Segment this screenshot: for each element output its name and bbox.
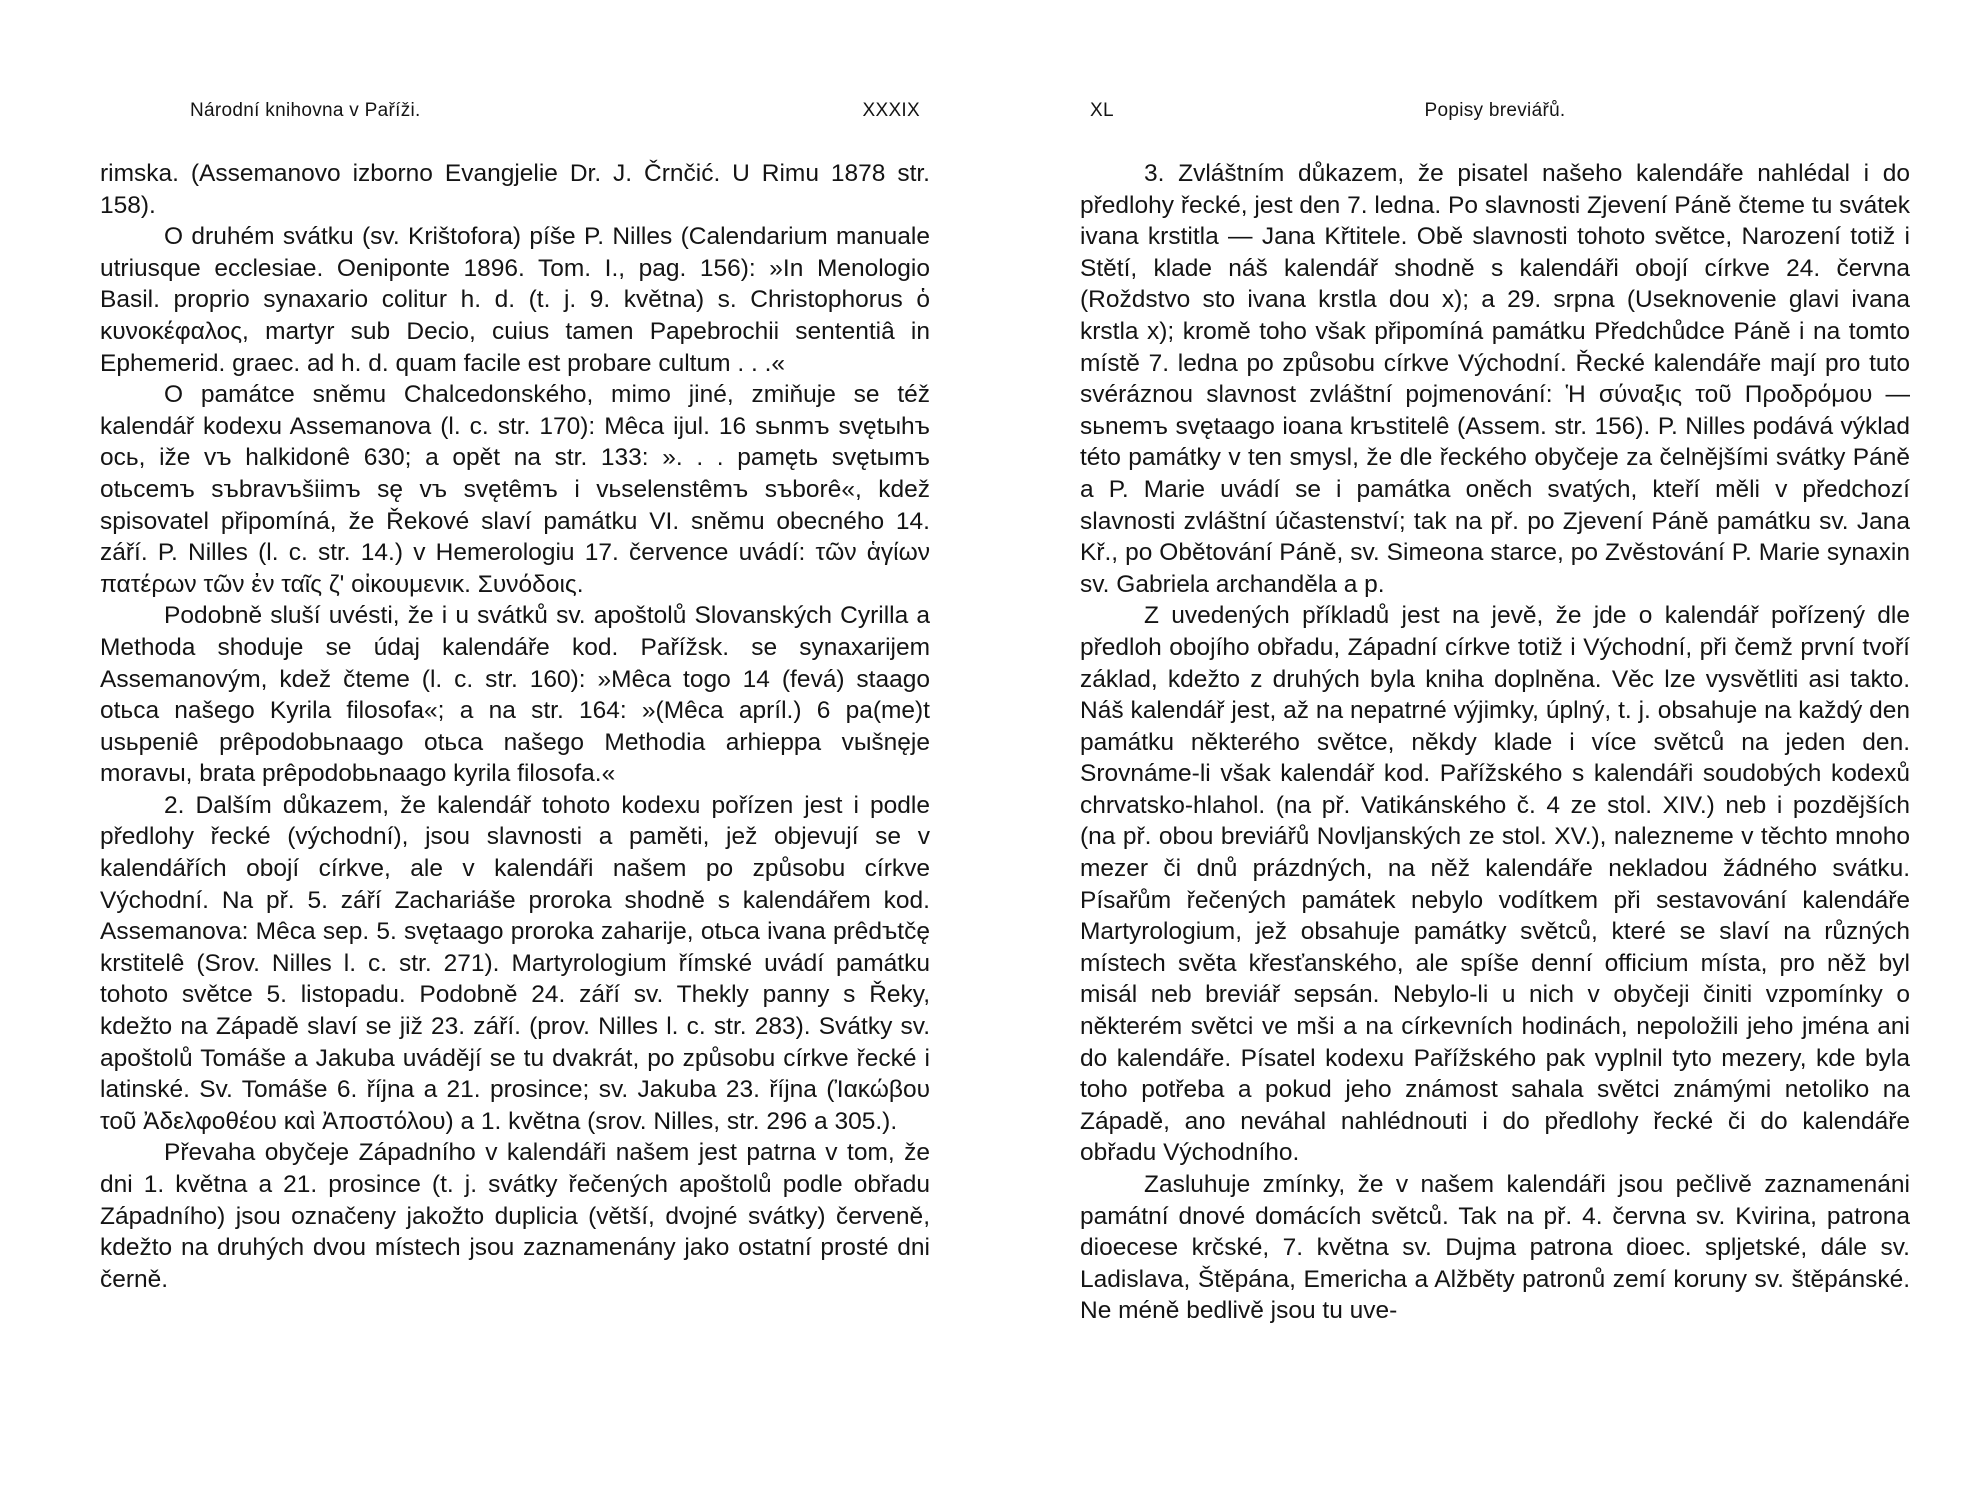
paragraph: 2. Dalším důkazem, že kalendář tohoto kodexu pořízen jest i podle předlohy řecké (východní), jsou slavnosti a paměti, jež objevují se v kalendářích obojí církve, ale v kalendáři našem po způsobu církve Východní. Na př. 5. září Zachariáše proroka shodně s kalendářem kod. Assemanova: Mêca sep. 5. svętaago proroka zaharije, otьca ivana prêdъtčę krstitelê (Srov. Nilles l. c. str. 271). Martyrologium římské uvádí památku tohoto světce 5. listopadu. Podobně 24. září sv. Thekly panny s Řeky, kdežto na Západě slaví se již 23. září. (prov. Nilles l. c. str. 283). Svátky sv. apoštolů Tomáše a Jakuba uvádějí se tu dvakrát, po způsobu církve řecké i latinské. Sv. Tomáše 6. října a 21. prosince; sv. Jakuba 23. října (Ἰακώβου τοῦ Ἀδελφοθέου καὶ Ἀποστόλου) a 1. května (srov. Nilles, str. 296 a 305.). [100, 791, 930, 1135]
paragraph: 3. Zvláštním důkazem, že pisatel našeho kalendáře nahlédal i do předlohy řecké, jest den 7. ledna. Po slavnosti Zjevení Páně čteme tu svátek ivana krstitla — Jana Křtitele. Obě slavnosti tohoto světce, Narození totiž i Stětí, klade náš kalendář shodně s kalendáři obojí církve 24. června (Roždstvo sto ivana krstla dou x); a 29. srpna (Useknovenie glavi ivana krstla x); kromě toho však připomíná památku Předchůdce Páně i na tomto místě 7. ledna po způsobu církve Východní. Řecké kalendáře mají pro tuto svéráznou slavnost zvláštní pojmenování: Ἡ σύναξις τοῦ Προδρόμου — sьnemъ svętaago ioana krъstitelê (Assem. str. 156). P. Nilles podává výklad této památky v ten smysl, že dle řeckého obyčeje za čelnějšími svátky Páně a P. Marie uvádí se i památka oněch svatých, kteří měli v předchozí slavnosti zvláštní účastenství; tak na př. po Zjevení Páně památku sv. Jana Kř., po Obětování Páně, sv. Simeona starce, po Zvěstování P. Marie synaxin sv. Gabriela archanděla a p. [1080, 160, 1910, 598]
paragraph: O památce sněmu Chalcedonského, mimo jiné, zmiňuje se též kalendář kodexu Assemanova (l. c. str. 170): Mêca ijul. 16 sьnmъ svętыhъ ocь, iže vъ halkidonê 630; a opět na str. 133: ». . . pamętь svętыmъ otьcemъ sъbravъšiimъ sę vъ svętêmъ i vьselenstêmъ sъborê«, kdež spisovatel připomíná, že Řekové slaví památku VI. sněmu obecného 14. září. P. Nilles (l. c. str. 14.) v Hemerologiu 17. července uvádí: τῶν ἁγίων πατέρων τῶν ἐν ταῖς ζʹ οἰκουμενικ. Συνόδοις. [100, 381, 930, 598]
right-page-text [1080, 158, 1910, 1327]
left-page-text [100, 158, 930, 1295]
paragraph: O druhém svátku (sv. Krištofora) píše P. Nilles (Calendarium manuale utriusque ecclesiae. Oeniponte 1896. Tom. I., pag. 156): »In Menologio Basil. proprio synaxario colitur h. d. (t. j. 9. května) s. Christophorus ὁ κυνοκέφαλος, martyr sub Decio, cuius tamen Papebrochii sententiâ in Ephemerid. graec. ad h. d. quam facile est probare cultum . . .« [100, 223, 930, 377]
left-page-number: XXXIX [862, 100, 920, 121]
paragraph: Z uvedených příkladů jest na jevě, že jde o kalendář pořízený dle předloh obojího obřadu, Západní církve totiž i Východní, při čemž první tvoří základ, kdežto z druhých byla kniha doplněna. Věc lze vysvětliti asi takto. Náš kalendář jest, až na nepatrné výjimky, úplný, t. j. obsahuje na každý den památku některého světce, někdy klade i více světců na jeden den. Srovnáme-li však kalendář kod. Pařížského s kalendáři soudobých kodexů chrvatsko-hlahol. (na př. Vatikánského č. 4 ze stol. XIV.) neb i pozdějších (na př. obou breviářů Novljanských ze stol. XV.), nalezneme v těchto mnoho mezer či dnů prázdných, na něž kalendáře nekladou žádného svátku. Písařům řečených památek nebylo vodítkem při sestavování kalendáře Martyrologium, jež obsahuje památky světců, které se slaví na různých místech světa křesťanského, ale spíše denní officium místa, pro něž byl misál neb breviář sepsán. Nebylo-li u nich v obyčeji činiti vzpomínky o některém světci ve mši a na církevních hodinách, nepoložili jeho jména ani do kalendáře. Písatel kodexu Pařížského pak vyplnil tyto mezery, kde byla toho potřeba a pokud jeho známost sahala světci známými netoliko na Západě, ano neváhal nahlédnouti i do předlohy řecké či do kalendáře obřadu Východního. [1080, 602, 1910, 1167]
left-running-head [100, 100, 930, 130]
paragraph: Podobně sluší uvésti, že i u svátků sv. apoštolů Slovanských Cyrilla a Methoda shoduje se údaj kalendáře kod. Pařížsk. se synaxarijem Assemanovým, kdež čteme (l. c. str. 160): »Mêca togo 14 (fevá) staago otьca našego Kyrila filosofa«; a na str. 164: »(Mêca apríl.) 6 pa(me)t usьpeniê prêpodobьnaago otьca našego Methodia arhieppa vыšnęje moravы, brata prêpodobьnaago kyrila filosofa.« [100, 602, 930, 788]
paragraph: Zasluhuje zmínky, že v našem kalendáři jsou pečlivě zaznamenáni památní dnové domácích světců. Tak na př. 4. června sv. Kvirina, patrona dioecese krčské, 7. května sv. Dujma patrona dioec. spljetské, dále sv. Ladislava, Štěpána, Emericha a Alžběty patronů zemí koruny sv. štěpánské. Ne méně bedlivě jsou tu uve- [1080, 1171, 1910, 1325]
right-running-head [1080, 100, 1910, 130]
right-page [1080, 0, 1910, 1500]
right-running-title: Popisy breviářů. [1424, 100, 1566, 121]
right-page-number: XL [1090, 100, 1114, 121]
paragraph: rimska. (Assemanovo izborno Evangjelie Dr. J. Črnčić. U Rimu 1878 str. 158). [100, 160, 930, 219]
left-page [100, 0, 930, 1500]
paragraph: Převaha obyčeje Západního v kalendáři našem jest patrna v tom, že dni 1. května a 21. prosince (t. j. svátky řečených apoštolů podle obřadu Západního) jsou označeny jakožto duplicia (větší, dvojné svátky) červeně, kdežto na druhých dvou místech jsou zaznamenány jako ostatní prosté dni černě. [100, 1139, 930, 1293]
left-running-title: Národní knihovna v Paříži. [190, 100, 421, 121]
